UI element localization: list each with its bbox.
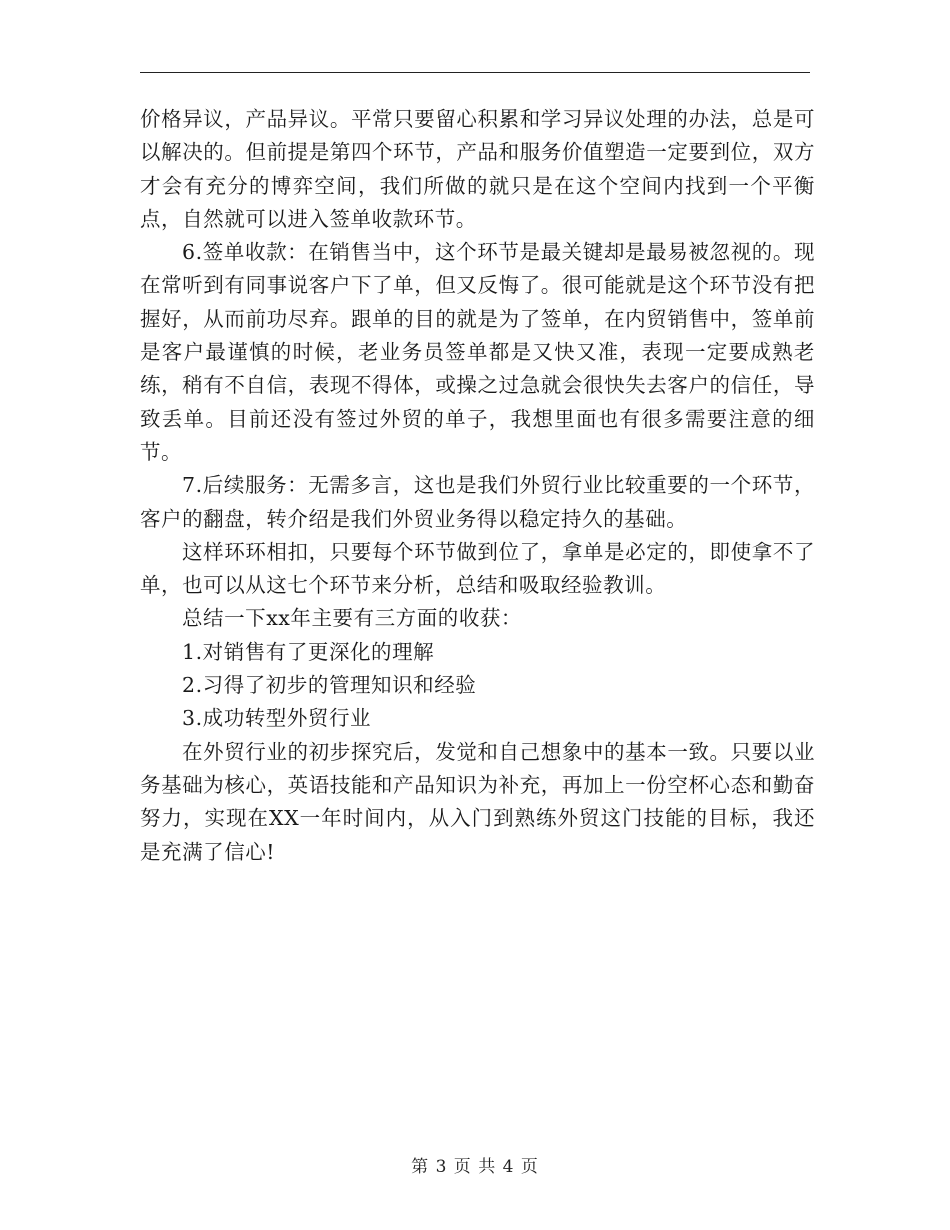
- list-item: 2.习得了初步的管理知识和经验: [182, 673, 477, 698]
- paragraph: 这样环环相扣，只要每个环节做到位了，拿单是必定的，即使拿不了单，也可以从这七个环节来分析，总结和吸取经验教训。: [140, 539, 815, 598]
- paragraph: 价格异议，产品异议。平常只要留心积累和学习异议处理的办法，总是可以解决的。但前提是第四个环节，产品和服务价值塑造一定要到位，双方才会有充分的博弈空间，我们所做的就只是在这个空间内找到一个平衡点，自然就可以进入签单收款环节。: [140, 107, 815, 231]
- paragraph: 7.后续服务：无需多言，这也是我们外贸行业比较重要的一个环节，客户的翻盘，转介绍是我们外贸业务得以稳定持久的基础。: [140, 473, 815, 531]
- list-item: 1.对销售有了更深化的理解: [182, 639, 435, 664]
- paragraph: 在外贸行业的初步探究后，发觉和自己想象中的基本一致。只要以业务基础为核心，英语技能和产品知识为补充，再加上一份空杯心态和勤奋努力，实现在XX一年时间内，从入门到熟练外贸这门技能的目标，我还是充满了信心!: [140, 739, 815, 864]
- paragraph: 6.签单收款：在销售当中，这个环节是最关键却是最易被忽视的。现在常听到有同事说客户下了单，但又反悔了。很可能就是这个环节没有把握好，从而前功尽弃。跟单的目的就是为了签单，在内贸销售中，签单前是客户最谨慎的时候，老业务员签单都是又快又准，表现一定要成熟老练，稍有不自信，表现不得体，或操之过急就会很快失去客户的信任，导致丢单。目前还没有签过外贸的单子，我想里面也有很多需要注意的细节。: [140, 240, 815, 464]
- list-item: 3.成功转型外贸行业: [182, 706, 372, 731]
- paragraph: 总结一下xx年主要有三方面的收获：: [182, 606, 522, 631]
- header-rule: [140, 72, 810, 73]
- document-body: [140, 103, 815, 869]
- page-number-footer: 第 3 页 共 4 页: [411, 1157, 539, 1177]
